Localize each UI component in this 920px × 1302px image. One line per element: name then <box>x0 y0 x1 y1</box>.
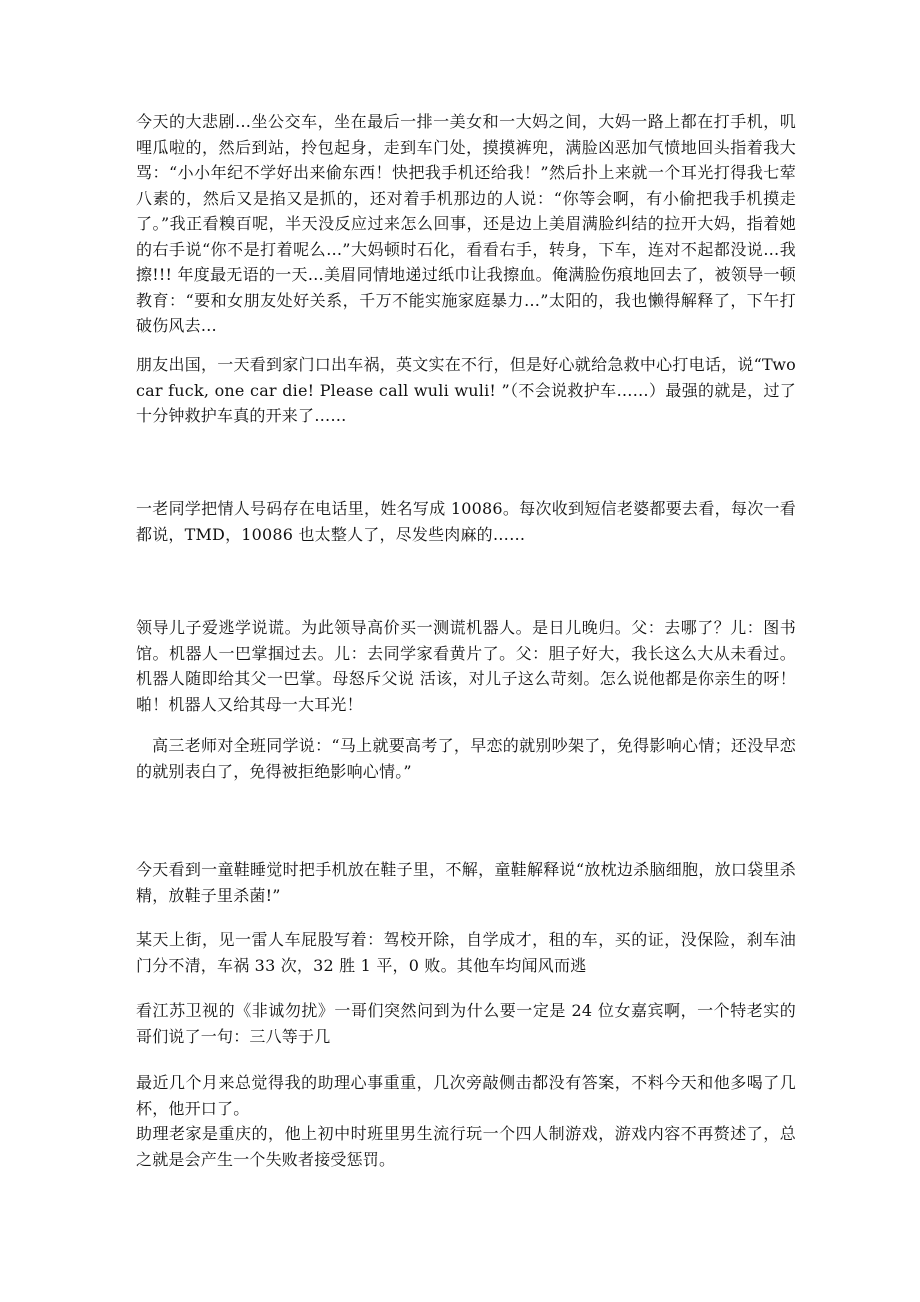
paragraph-lie-detector-robot: 领导儿子爱逃学说谎。为此领导高价买一测谎机器人。是日儿晚归。父：去哪了？儿：图书馆。机器人一巴掌掴过去。儿：去同学家看黄片了。父：胆子好大，我长这么大从未看过。机器人随即给其父一巴掌。母怒斥父说 活该，对儿子这么苛刻。怎么说他都是你亲生的呀！啪！机器人又给其母一大耳光！ <box>136 618 796 714</box>
paragraph-assistant: 最近几个月来总觉得我的助理心事重重，几次旁敲侧击都没有答案，不料今天和他多喝了几杯，他开口了。 助理老家是重庆的，他上初中时班里男生流行玩一个四人制游戏，游戏内容不再赘述了，总之就是会产生一个失败者接受惩罚。 <box>136 1073 796 1169</box>
paragraph-10086: 一老同学把情人号码存在电话里，姓名写成 10086。每次收到短信老婆都要去看，每次一看都说，TMD，10086 也太整人了，尽发些肉麻的…… <box>136 499 796 544</box>
paragraph-teacher-exam: 高三老师对全班同学说：“马上就要高考了，早恋的就别吵架了，免得影响心情；还没早恋的就别表白了，免得被拒绝影响心情。” <box>136 736 796 781</box>
paragraph-phone-in-shoe: 今天看到一童鞋睡觉时把手机放在鞋子里，不解，童鞋解释说“放枕边杀脑细胞，放口袋里杀精，放鞋子里杀菌!” <box>136 860 796 905</box>
paragraph-car-sign: 某天上街，见一雷人车屁股写着：驾校开除，自学成才，租的车，买的证，没保险，刹车油门分不清，车祸 33 次，32 胜 1 平，0 败。其他车均闻风而逃 <box>136 930 796 975</box>
paragraph-tv-show: 看江苏卫视的《非诚勿扰》一哥们突然问到为什么要一定是 24 位女嘉宾啊，一个特老实的哥们说了一句：三八等于几 <box>136 1001 796 1046</box>
paragraph-bus-story: 今天的大悲剧…坐公交车，坐在最后一排一美女和一大妈之间，大妈一路上都在打手机，叽哩瓜啦的，然后到站，拎包起身，走到车门处，摸摸裤兜，满脸凶恶加气愤地回头指着我大骂：“小小年纪不学好出来偷东西！快把我手机还给我！”然后扑上来就一个耳光打得我七荤八素的，然后又是掐又是抓的，还对着手机那边的人说：“你等会啊，有小偷把我手机摸走了。”我正看糗百呢，半天没反应过来怎么回事，还是边上美眉满脸纠结的拉开大妈，指着她的右手说“你不是打着呢么…”大妈顿时石化，看看右手，转身，下车，连对不起都没说…我擦!!! 年度最无语的一天…美眉同情地递过纸巾让我擦血。俺满脸伤痕地回去了，被领导一顿教育：“要和女朋友处好关系，千万不能实施家庭暴力…”太阳的，我也懒得解释了，下午打破伤风去… <box>136 112 796 335</box>
paragraph-car-accident: 朋友出国，一天看到家门口出车祸，英文实在不行，但是好心就给急救中心打电话，说“Two car fuck, one car die! Please call wuli wuli! ”（不会说救护车……）最强的就是，过了十分钟救护车真的开来了…… <box>136 355 802 425</box>
